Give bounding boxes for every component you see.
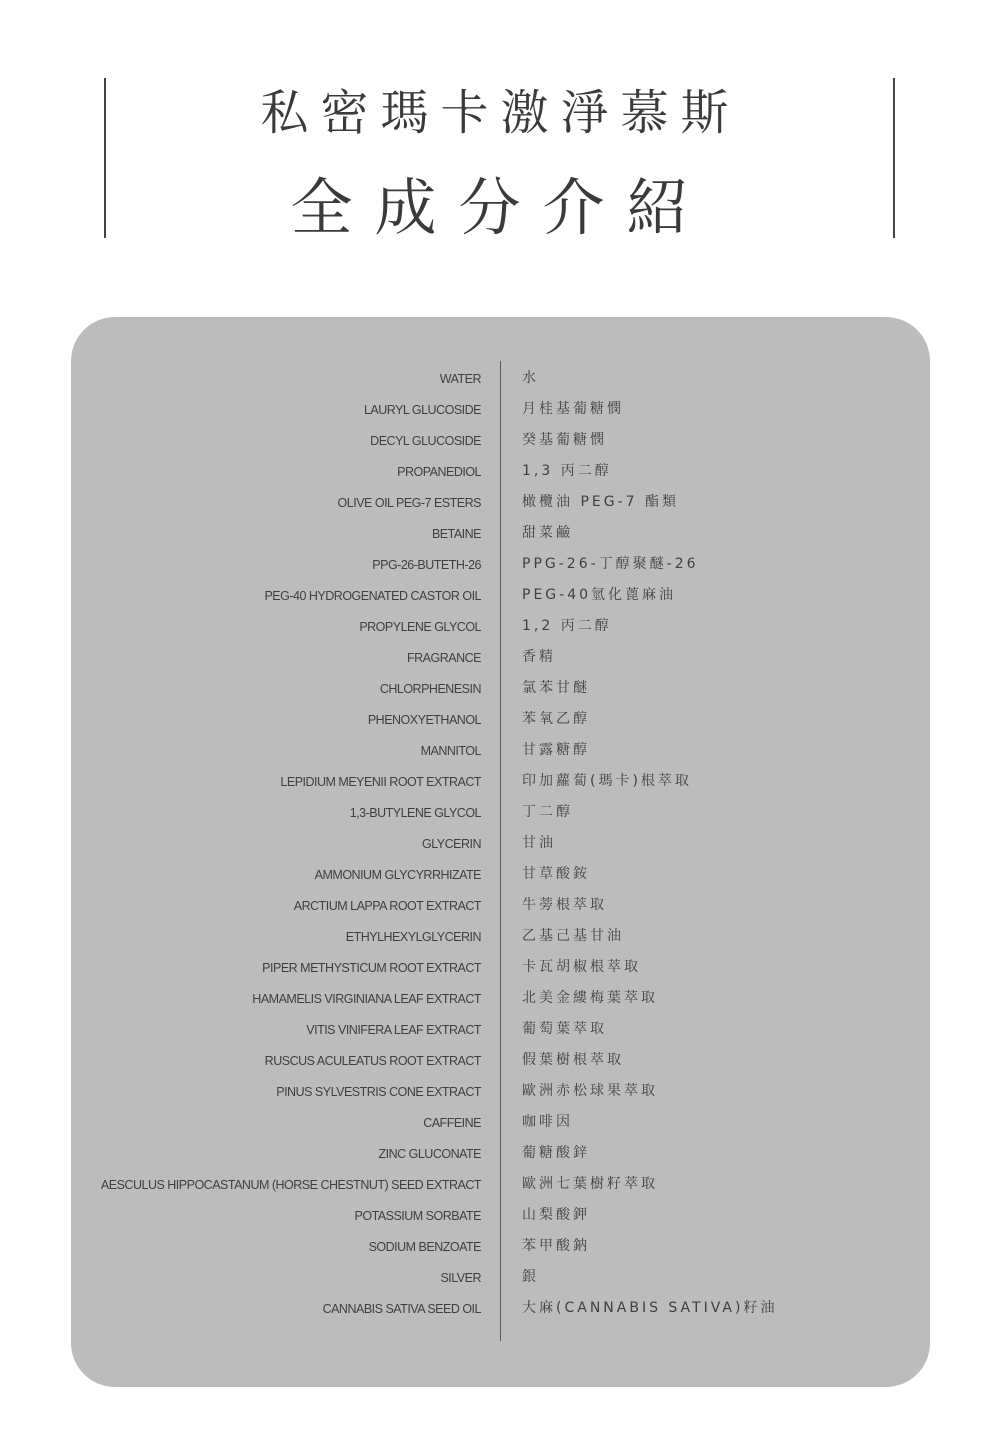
ingredient-english-name: BETAINE — [431, 527, 481, 541]
ingredient-english-name: VITIS VINIFERA LEAF EXTRACT — [306, 1023, 481, 1037]
ingredient-chinese-name: 甘油 — [522, 835, 556, 851]
ingredient-chinese-name: 苯甲酸鈉 — [522, 1238, 590, 1254]
ingredient-chinese-name: 月桂基葡糖憫 — [522, 401, 624, 417]
ingredient-chinese-name: 乙基己基甘油 — [522, 928, 624, 944]
ingredient-row — [71, 738, 930, 769]
ingredient-row — [71, 428, 930, 459]
ingredient-chinese-name: 大麻(CANNABIS SATIVA)籽油 — [522, 1300, 778, 1316]
ingredient-row — [71, 1141, 930, 1172]
ingredient-chinese-name: 甜菜鹼 — [522, 525, 573, 541]
ingredient-english-name: PIPER METHYSTICUM ROOT EXTRACT — [262, 961, 481, 975]
ingredient-row — [71, 769, 930, 800]
ingredient-english-name: PINUS SYLVESTRIS CONE EXTRACT — [276, 1085, 481, 1099]
ingredient-row — [71, 490, 930, 521]
ingredient-row — [71, 521, 930, 552]
ingredient-english-name: SODIUM BENZOATE — [368, 1240, 481, 1254]
ingredient-english-name: 1,3-BUTYLENE GLYCOL — [349, 806, 481, 820]
ingredient-row — [71, 707, 930, 738]
ingredient-english-name: WATER — [439, 372, 481, 386]
ingredient-chinese-name: 卡瓦胡椒根萃取 — [522, 959, 641, 975]
ingredient-chinese-name: 咖啡因 — [522, 1114, 573, 1130]
ingredient-english-name: CAFFEINE — [423, 1116, 481, 1130]
ingredient-english-name: PHENOXYETHANOL — [367, 713, 481, 727]
ingredient-chinese-name: 北美金縷梅葉萃取 — [522, 990, 658, 1006]
ingredient-chinese-name: 牛蒡根萃取 — [522, 897, 607, 913]
ingredient-chinese-name: 假葉樹根萃取 — [522, 1052, 624, 1068]
ingredient-row — [71, 862, 930, 893]
ingredient-chinese-name: 1,2 丙二醇 — [522, 618, 612, 634]
ingredient-row — [71, 614, 930, 645]
ingredient-english-name: AMMONIUM GLYCYRRHIZATE — [314, 868, 481, 882]
ingredient-row — [71, 1296, 930, 1327]
ingredient-chinese-name: 葡萄葉萃取 — [522, 1021, 607, 1037]
ingredient-chinese-name: 甘露糖醇 — [522, 742, 590, 758]
ingredient-english-name: CANNABIS SATIVA SEED OIL — [322, 1302, 481, 1316]
ingredient-row — [71, 893, 930, 924]
ingredient-row — [71, 1234, 930, 1265]
ingredient-row — [71, 831, 930, 862]
ingredient-row — [71, 676, 930, 707]
ingredient-chinese-name: 歐洲赤松球果萃取 — [522, 1083, 658, 1099]
ingredient-english-name: PEG-40 HYDROGENATED CASTOR OIL — [264, 589, 481, 603]
ingredient-english-name: CHLORPHENESIN — [379, 682, 481, 696]
ingredient-row — [71, 1048, 930, 1079]
ingredient-english-name: RUSCUS ACULEATUS ROOT EXTRACT — [264, 1054, 481, 1068]
ingredient-english-name: GLYCERIN — [422, 837, 481, 851]
ingredient-chinese-name: 丁二醇 — [522, 804, 573, 820]
ingredient-row — [71, 583, 930, 614]
ingredient-english-name: LEPIDIUM MEYENII ROOT EXTRACT — [280, 775, 481, 789]
ingredient-row — [71, 645, 930, 676]
ingredient-chinese-name: 銀 — [522, 1269, 539, 1285]
ingredient-chinese-name: 橄欖油 PEG-7 酯類 — [522, 494, 679, 510]
ingredient-english-name: AESCULUS HIPPOCASTANUM (HORSE CHESTNUT) SEED EXTRACT — [100, 1178, 481, 1192]
ingredient-english-name: ZINC GLUCONATE — [378, 1147, 481, 1161]
product-name: 私密瑪卡激淨慕斯 — [260, 85, 741, 141]
ingredient-chinese-name: 山梨酸鉀 — [522, 1207, 590, 1223]
ingredient-chinese-name: 印加蘿蔔(瑪卡)根萃取 — [522, 773, 692, 789]
ingredient-row — [71, 1172, 930, 1203]
ingredient-english-name: ARCTIUM LAPPA ROOT EXTRACT — [293, 899, 481, 913]
ingredient-row — [71, 986, 930, 1017]
ingredient-english-name: PROPYLENE GLYCOL — [359, 620, 481, 634]
ingredient-chinese-name: 苯氧乙醇 — [522, 711, 590, 727]
ingredient-english-name: DECYL GLUCOSIDE — [370, 434, 481, 448]
ingredient-chinese-name: 甘草酸銨 — [522, 866, 590, 882]
ingredient-row — [71, 366, 930, 397]
ingredient-chinese-name: 香精 — [522, 649, 556, 665]
ingredient-row — [71, 459, 930, 490]
ingredient-chinese-name: 歐洲七葉樹籽萃取 — [522, 1176, 658, 1192]
ingredient-english-name: SILVER — [440, 1271, 481, 1285]
page-header — [0, 0, 1001, 260]
ingredient-chinese-name: 水 — [522, 370, 539, 386]
ingredient-chinese-name: 癸基葡糖憫 — [522, 432, 607, 448]
ingredient-list — [71, 366, 930, 1327]
ingredient-row — [71, 1017, 930, 1048]
ingredient-english-name: POTASSIUM SORBATE — [354, 1209, 481, 1223]
ingredient-english-name: HAMAMELIS VIRGINIANA LEAF EXTRACT — [252, 992, 481, 1006]
ingredient-chinese-name: PPG-26-丁醇聚醚-26 — [522, 556, 699, 572]
ingredient-row — [71, 924, 930, 955]
ingredient-english-name: LAURYL GLUCOSIDE — [363, 403, 481, 417]
ingredient-row — [71, 397, 930, 428]
ingredient-chinese-name: 葡糖酸鋅 — [522, 1145, 590, 1161]
ingredient-english-name: MANNITOL — [420, 744, 481, 758]
ingredient-row — [71, 955, 930, 986]
ingredient-chinese-name: PEG-40氫化蓖麻油 — [522, 587, 677, 603]
ingredient-english-name: FRAGRANCE — [407, 651, 481, 665]
ingredient-row — [71, 1110, 930, 1141]
ingredient-english-name: ETHYLHEXYLGLYCERIN — [345, 930, 481, 944]
ingredient-row — [71, 1203, 930, 1234]
ingredient-row — [71, 552, 930, 583]
ingredient-row — [71, 1265, 930, 1296]
ingredient-row — [71, 800, 930, 831]
ingredient-row — [71, 1079, 930, 1110]
page-title: 全成分介紹 — [290, 171, 711, 244]
ingredient-chinese-name: 氯苯甘醚 — [522, 680, 590, 696]
ingredient-english-name: PPG-26-BUTETH-26 — [372, 558, 481, 572]
ingredient-chinese-name: 1,3 丙二醇 — [522, 463, 612, 479]
ingredient-panel — [71, 317, 930, 1387]
ingredient-english-name: OLIVE OIL PEG-7 ESTERS — [337, 496, 481, 510]
ingredient-english-name: PROPANEDIOL — [397, 465, 481, 479]
